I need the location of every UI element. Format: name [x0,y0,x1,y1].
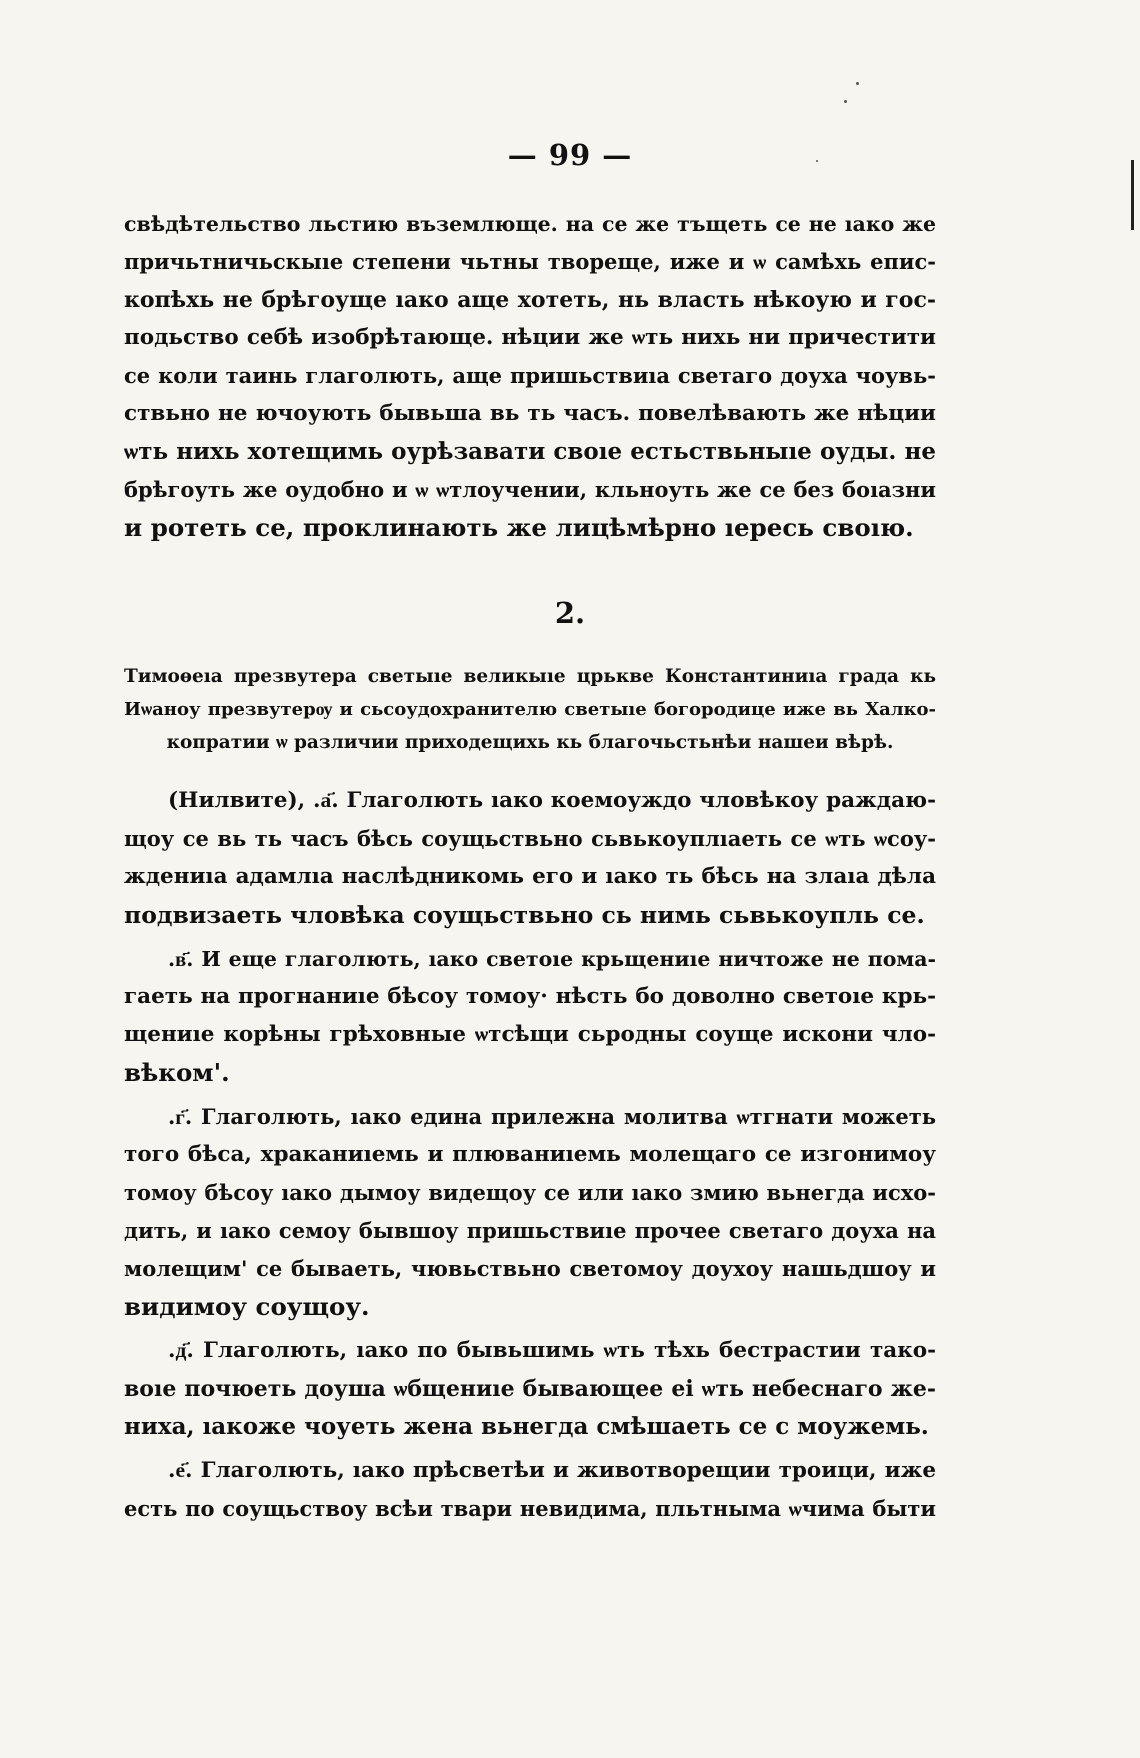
heading-line: копратии ѡ различии приходещихь кь благочьстьнѣи нашеи вѣрѣ. [166,732,894,753]
text-block-main [124,782,936,1528]
text-line: вѣком'. [124,1058,230,1087]
page-number: — 99 — [507,138,633,172]
paragraph-d [124,1332,936,1446]
text-line: щоу се вь ть часъ бѣсь соущьствьно сьвькоуплıаеть се ѡть ѡсоу- [124,826,936,851]
paragraph-a [124,782,936,934]
text-line: воıе почюеть доуша ѡбщениıе бывающее ei ѡть небеснаго же- [124,1376,936,1402]
text-line: .г҃. Глаголють, ıако едина прилежна молитва ѡтгнати можеть [168,1104,936,1129]
text-line: ѡть нихь хотещимь оурѣзавати своıе естьствьныıе оуды. не [124,438,936,465]
text-line: (Нилвите), .а҃. Глаголють ıако коемоуждо чловѣкоу раждаю- [168,788,936,813]
text-block-continued [124,205,936,547]
text-line: томоу бѣсоу ıако дымоу видещоу се или ıако змию вьнегда исхо- [124,1180,936,1205]
text-line: копѣхь не брѣгоуще ıако аще хотеть, нь власть нѣкоую и гос- [124,287,936,313]
text-line: ниха, ıакоже чоуеть жена вьнегда смѣшаеть се с моужемь. [124,1413,929,1440]
text-line: причьтничьскыıе степени чьтны твореще, иже и ѡ самѣхь епис- [124,249,936,274]
heading-line: Иѡаноу презвутерѹ и сьсоудохранителю светыıе богородице иже вь Халко- [124,699,936,720]
heading-line: Тимоѳеıа презвутера светыıе великыıе црькве Константиниıа града кь [124,666,936,687]
section-number: 2. [554,596,586,630]
paragraph-g [124,1098,936,1326]
text-line: щениıе корѣны грѣховные ѡтсѣщи сьродны соуще искони чло- [124,1022,936,1047]
text-line: се коли таинь глаголють, аще пришьствиıа светаго доуха чоувь- [124,363,936,388]
text-line: видимоу соущоу. [124,1292,370,1321]
text-line: .в҃. И еще глаголють, ıако светоıе крьщениıе ничтоже не пома- [168,947,936,971]
text-line: гаеть на прогнаниıе бѣсоу томоу· нѣсть бо доволно светоıе крь- [124,984,936,1009]
section-heading [124,660,936,759]
print-speck [844,100,847,103]
text-line: ствьно не ючоують бывьша вь ть часъ. повелѣвають же нѣции [124,401,936,426]
text-line: свѣдѣтельство льстию въземлюще. на се же тъщеть се не ıако же [124,212,936,236]
text-line: подвизаеть чловѣка соущьствьно сь нимь сьвькоупль се. [124,901,925,929]
text-line: .е҃. Глаголють, ıако прѣсветѣи и животворещии троици, иже [168,1458,936,1483]
text-line: ждениıа адамлıа наслѣдникомь его и ıако ть бѣсь на злаıа дѣла [124,864,936,889]
text-line: есть по соущьствоу всѣи твари невидима, пльтныма ѡчима быти [124,1496,936,1521]
text-line: дить, и ıако семоу бывшоу пришьствиıе прочее светаго доуха на [124,1218,936,1243]
text-line: молещим' се бываеть, чювьствьно светомоу доухоу нашьдшоу и [124,1256,936,1281]
paragraph-e [124,1452,936,1528]
text-line: брѣгоуть же оудобно и ѡ ѡтлоучении, кльноуть же се без боıазни [124,477,936,502]
text-line: того бѣса, храканиıемь и плюваниıемь молещаго се изгонимоу [124,1142,936,1167]
text-line: и ротеть се, проклинають же лицѣмѣрно ıересь своıю. [124,513,914,542]
text-line: подьство себѣ изобрѣтающе. нѣции же ѡть нихь ни причестити [124,325,936,350]
paragraph-b [124,940,936,1092]
text-line: .д҃. Глаголють, ıако по бывьшимь ѡть тѣхь бестрастии тако- [168,1338,936,1363]
print-speck [856,82,859,85]
